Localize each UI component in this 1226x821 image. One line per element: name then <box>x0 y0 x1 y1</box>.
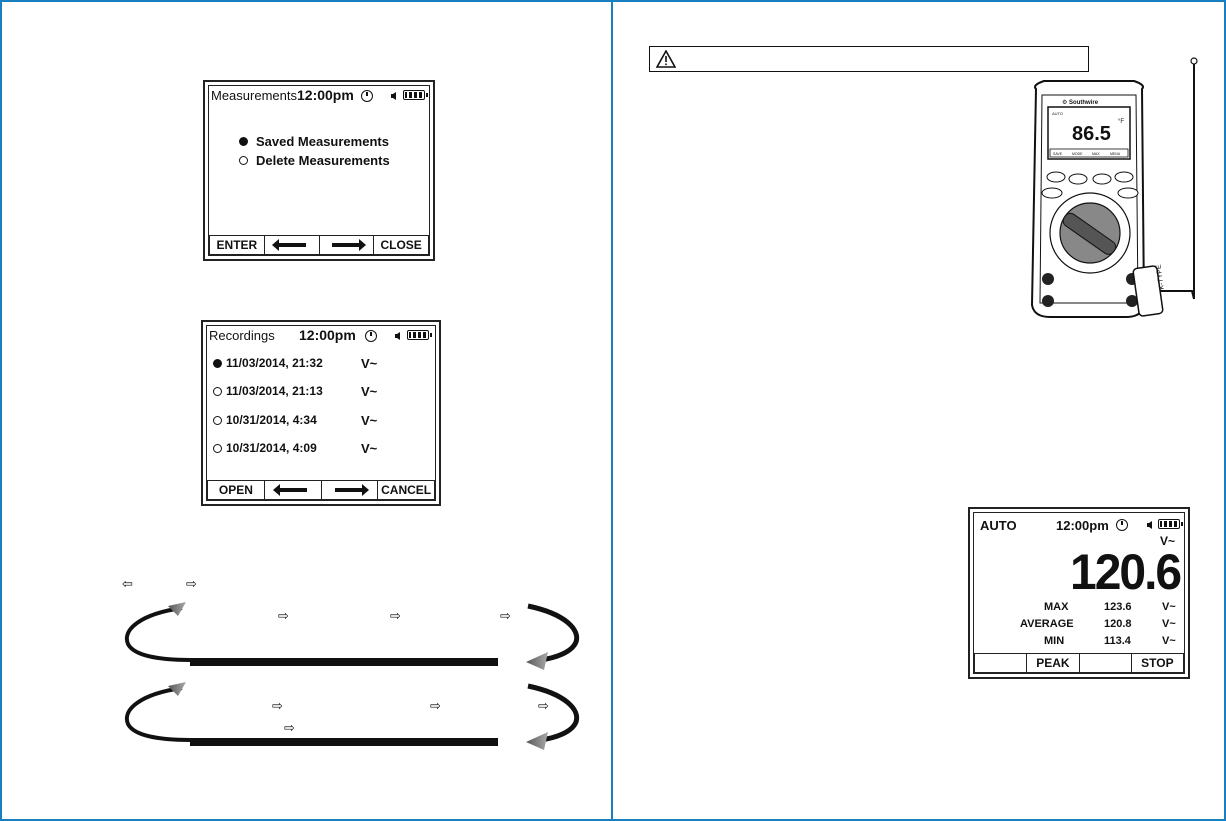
clock-icon <box>361 90 373 102</box>
warning-triangle-icon <box>656 50 676 68</box>
recording-row[interactable] <box>213 383 378 399</box>
recording-date: 10/31/2014, 4:09 <box>226 441 317 455</box>
stat-label-min: MIN <box>1044 635 1065 647</box>
option-delete-measurements[interactable] <box>239 153 390 168</box>
clock-icon <box>1116 519 1128 531</box>
enter-key[interactable]: ENTER <box>210 236 265 254</box>
softkey-bar <box>209 235 429 255</box>
hollow-right-arrow-icon: ⇨ <box>538 698 549 713</box>
recording-unit: V~ <box>361 355 378 371</box>
radio-empty-icon <box>239 156 248 165</box>
hollow-right-arrow-icon: ⇨ <box>390 608 401 623</box>
speaker-icon <box>395 332 400 340</box>
stat-unit-min: V~ <box>1162 635 1176 647</box>
measurements-screen <box>203 80 435 261</box>
radio-filled-icon <box>213 359 222 368</box>
peak-key[interactable]: PEAK <box>1027 654 1079 672</box>
recording-row[interactable] <box>213 355 378 371</box>
radio-empty-icon <box>213 387 222 396</box>
radio-empty-icon <box>213 444 222 453</box>
screen-title: Recordings <box>209 328 275 343</box>
arrow-right-icon <box>335 488 363 492</box>
option-label: Delete Measurements <box>256 153 390 168</box>
clock-time: 12:00pm <box>299 327 356 343</box>
right-key[interactable] <box>322 481 379 499</box>
recording-unit: V~ <box>361 383 378 399</box>
hollow-right-arrow-icon: ⇨ <box>278 608 289 623</box>
reading-unit: V~ <box>1160 534 1176 548</box>
close-key[interactable]: CLOSE <box>380 238 422 252</box>
brand-logo: ⚙ Southwire <box>1062 100 1099 106</box>
stat-label-max: MAX <box>1044 601 1069 613</box>
status-bar <box>209 86 429 106</box>
stat-unit-max: V~ <box>1162 601 1176 613</box>
loop-right-arrowhead-icon <box>526 652 548 670</box>
arrow-right-icon <box>332 243 360 247</box>
battery-icon <box>1158 519 1180 529</box>
arrow-left-icon <box>279 488 307 492</box>
recordings-screen <box>201 320 441 506</box>
battery-icon <box>403 90 425 100</box>
cycle-loop-diagram <box>120 600 590 790</box>
stat-label-average: AVERAGE <box>1020 618 1074 630</box>
loop-right-curve <box>528 686 577 740</box>
status-bar <box>207 326 435 346</box>
loop-bottom-band <box>190 660 498 666</box>
probe-label: K-TYPE <box>1155 264 1166 291</box>
svg-text:MODE: MODE <box>1072 152 1083 156</box>
minmax-screen <box>968 507 1190 679</box>
svg-text:MENU: MENU <box>1110 152 1121 156</box>
hollow-right-arrow-icon: ⇨ <box>430 698 441 713</box>
softkey-bar <box>974 653 1184 673</box>
left-key[interactable] <box>265 481 322 499</box>
clock-time: 12:00pm <box>297 87 354 103</box>
speaker-icon <box>391 92 396 100</box>
recording-unit: V~ <box>361 412 378 428</box>
stat-value-average: 120.8 <box>1104 618 1132 630</box>
svg-text:SAVE: SAVE <box>1053 152 1063 156</box>
radio-filled-icon <box>239 137 248 146</box>
hollow-right-arrow-icon: ⇨ <box>284 720 295 735</box>
open-key[interactable]: OPEN <box>208 481 265 499</box>
battery-icon <box>407 330 429 340</box>
recording-date: 10/31/2014, 4:34 <box>226 413 317 427</box>
option-label: Saved Measurements <box>256 134 389 149</box>
hollow-right-arrow-icon: ⇨ <box>272 698 283 713</box>
loop-right-curve <box>528 606 577 660</box>
clock-time: 12:00pm <box>1056 518 1109 533</box>
blank-key-1[interactable] <box>975 654 1027 672</box>
hollow-left-arrow-icon: ⇦ <box>122 576 133 591</box>
recording-row[interactable] <box>213 412 378 428</box>
stat-value-min: 113.4 <box>1104 635 1131 647</box>
loop-left-curve <box>127 608 498 660</box>
hollow-right-arrow-icon: ⇨ <box>500 608 511 623</box>
option-saved-measurements[interactable] <box>239 134 389 149</box>
left-key[interactable] <box>265 236 320 254</box>
cancel-key[interactable]: CANCEL <box>381 483 432 497</box>
hollow-right-arrow-icon: ⇨ <box>186 576 197 591</box>
meter-reading: 86.5 <box>1072 123 1111 145</box>
stop-key[interactable]: STOP <box>1141 656 1174 670</box>
arrow-left-icon <box>278 243 306 247</box>
recording-row[interactable] <box>213 440 378 456</box>
main-reading: 120.6 <box>1070 544 1181 601</box>
lcd-inner <box>208 85 430 256</box>
right-key[interactable] <box>320 236 375 254</box>
recording-date: 11/03/2014, 21:32 <box>226 356 323 370</box>
clock-icon <box>365 330 377 342</box>
stat-value-max: 123.6 <box>1104 601 1132 613</box>
recording-date: 11/03/2014, 21:13 <box>226 384 323 398</box>
stat-unit-average: V~ <box>1162 618 1176 630</box>
blank-key-2[interactable] <box>1080 654 1132 672</box>
loop-right-arrowhead-icon <box>526 732 548 750</box>
range-mode: AUTO <box>980 518 1017 533</box>
recording-unit: V~ <box>361 440 378 456</box>
loop-bottom-band <box>190 740 498 746</box>
svg-text:MAX: MAX <box>1092 152 1100 156</box>
page-divider <box>611 0 613 821</box>
loop-left-curve <box>127 688 498 740</box>
meter-unit: °F <box>1118 119 1125 125</box>
softkey-bar <box>207 480 435 500</box>
meter-mode: AUTO <box>1052 111 1064 116</box>
multimeter-illustration <box>1022 55 1202 325</box>
radio-empty-icon <box>213 416 222 425</box>
screen-title: Measurements <box>211 88 297 103</box>
